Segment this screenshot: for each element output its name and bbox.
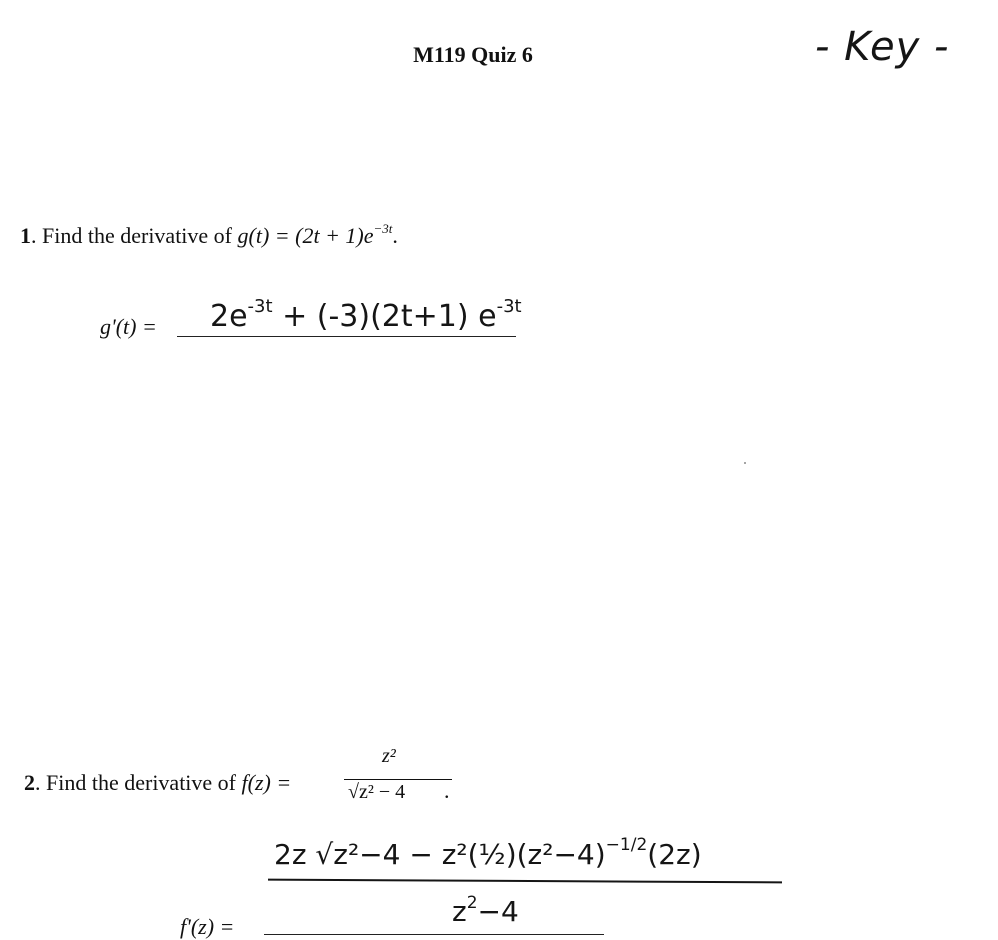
answer-2-denominator-exponent: 2 — [466, 893, 478, 913]
question-1-number: 1 — [20, 223, 31, 248]
question-1-text: . Find the derivative of — [31, 223, 238, 248]
answer-2-denominator — [452, 893, 519, 928]
question-2-denominator: √z² − 4 — [348, 781, 406, 803]
key-handwritten-mark: - Key - — [815, 24, 950, 70]
answer-1-term1: 2e — [210, 299, 248, 334]
question-1-function: g(t) = (2t + 1)e — [237, 223, 374, 248]
question-2-number: 2 — [24, 770, 35, 795]
answer-2-fraction-bar — [268, 879, 782, 884]
answer-2-denominator-base: z — [452, 895, 467, 928]
answer-2-numerator-exponent: −1/2 — [605, 835, 648, 855]
answer-1-label: g'(t) = — [100, 314, 157, 339]
scan-speck — [744, 462, 746, 464]
question-2-text: . Find the derivative of — [35, 770, 242, 795]
answer-1-blank-line — [177, 336, 516, 337]
answer-1-exponent1: -3t — [247, 296, 273, 317]
question-1-prompt — [20, 221, 398, 249]
answer-2-denominator-tail: −4 — [477, 895, 519, 928]
question-2-fraction-bar — [344, 779, 452, 780]
answer-1-exponent2: -3t — [496, 296, 522, 317]
answer-2-label: f'(z) = — [180, 914, 235, 939]
answer-2-numerator-tail: (2z) — [647, 838, 702, 871]
answer-2-numerator — [274, 835, 702, 871]
answer-2-blank-line — [264, 934, 604, 935]
answer-1-handwritten — [210, 296, 522, 334]
question-2-prompt — [24, 770, 291, 796]
question-1-period: . — [392, 223, 398, 248]
question-1-exponent: −3t — [373, 221, 393, 236]
question-2-period: . — [444, 778, 450, 803]
answer-2-numerator-main: 2z √z²−4 − z²(½)(z²−4) — [274, 838, 606, 871]
question-2-numerator: z² — [382, 745, 396, 767]
answer-1-term2: + (-3)(2t+1) e — [272, 299, 497, 334]
quiz-title: M119 Quiz 6 — [413, 42, 533, 67]
question-2-function-lhs: f(z) = — [241, 770, 292, 795]
